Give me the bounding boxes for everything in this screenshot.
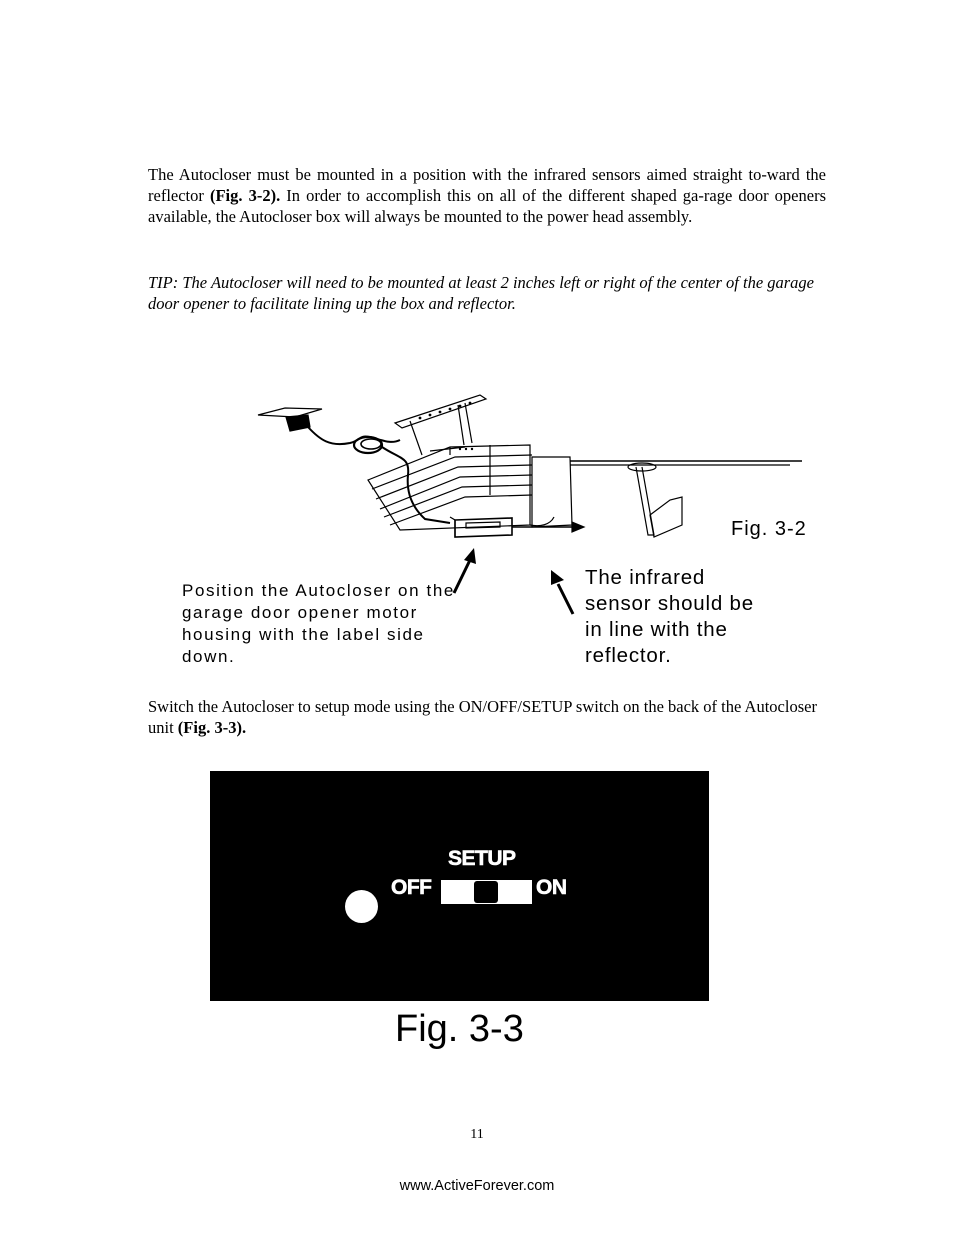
fig-3-2-label: Fig. 3-2 xyxy=(731,518,807,540)
setup-paragraph xyxy=(148,696,826,738)
indicator-led-icon xyxy=(345,890,378,923)
intro-paragraph xyxy=(148,164,826,227)
fig-3-3-label: Fig. 3-3 xyxy=(395,1008,524,1050)
garage-opener-illustration xyxy=(250,385,810,550)
fig-3-2-reference: (Fig. 3-2). xyxy=(209,186,281,205)
sensor-caption: The infrared sensor should be in line with the reflector. xyxy=(585,566,754,667)
mounting-caption: Position the Autocloser on the garage door opener motor housing with the label side down. xyxy=(182,581,455,666)
on-label: ON xyxy=(536,876,567,899)
switch-knob xyxy=(474,881,498,903)
arrow-up-left-icon xyxy=(551,570,573,614)
fig-3-3-reference: (Fig. 3-3). xyxy=(177,718,247,737)
setup-text: Switch the Autocloser to setup mode using the ON/OFF/SETUP switch on the back of the Autocloser unit xyxy=(148,697,817,737)
caption-arrows xyxy=(440,540,580,620)
footer-url: www.ActiveForever.com xyxy=(399,1178,555,1194)
arrow-up-right-icon xyxy=(454,548,476,593)
tip-paragraph: TIP: The Autocloser will need to be mounted at least 2 inches left or right of the center of the garage door opener to facilitate lining up the box and reflector. xyxy=(148,273,815,313)
off-label: OFF xyxy=(391,876,432,899)
intro-text: The Autocloser must be mounted in a position with the infrared sensors aimed straight to-ward the reflector xyxy=(148,165,826,205)
intro-text-cont: In order to accomplish this on all of the different shaped ga-rage door openers available, the Autocloser box will always be mounted to the power head assembly. xyxy=(148,186,826,226)
page-number: 11 xyxy=(470,1127,484,1142)
setup-label: SETUP xyxy=(448,847,516,870)
